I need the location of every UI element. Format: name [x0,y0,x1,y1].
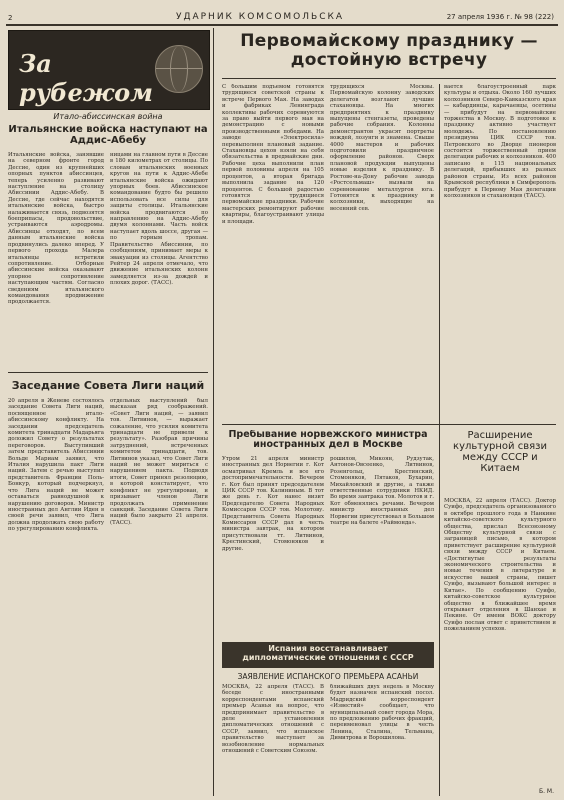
column-rule-2 [439,424,440,796]
china-note: Б. М. [538,788,554,795]
left-section-rule [8,372,208,373]
norway-article-col1: Утром 21 апреля министр иностранных дел Норвегии г. Кот осматривал Кремль и все его достопримечательности. Вечером г. Кот был принят председателем ЦИК СССР тов. Калининым. В тот же день г. Кот нанес визит Председателю Совета Народных Комиссаров СССР тов. Молотову. Представитель Совета Народных Комиссаров СССР дал в честь министра завтрак, на котором присутствовали тт. Литвинов, Крестинский, Стомоняков и другие. [222,456,324,552]
league-article-col2: отдельных выступлений был высказан ряд соображений. «Совет Лиги наций, — заявил тов. Литвинов, — выражает сожаление, что усилия комитета тринадцати не привели к результату». Разобрав причины затруднений, встреченных комитетом тринадцати, тов. Литвинов указал, что Совет Лиги наций не может мириться с нарушением пакта. Подводя итоги, Совет принял резолюцию, в которой констатирует, что конфликт не урегулирован, и призывает членов Лиги продолжать применение санкций. Заседание Совета Лиги наций было закрыто 21 апреля. (ТАСС). [110,398,208,526]
china-article: МОСКВА, 22 апреля (ТАСС). Доктор Суифо, председатель организованного в октябре прошлого года в Нанкине китайско-советского культурного общества, прислал Всесоюзному Обществу культурной связи с заграницей письмо, в котором приветствует расширение культурной связи между СССР и Китаем. «Достигнутые результаты экономического строительства и новые течения в литературе и искусстве вашей страны, пишет Суифо, вызывают большой интерес в Китае». По сообщению Суифо, китайско-советское культурное общество в ближайшее время открывает отделения в Шанхае и Пекине. От имени ВОКС доктору Суифо послан ответ с приветствием и пожеланием успехов. [444,498,556,633]
spain-article-col1: МОСКВА, 22 апреля (ТАСС). В беседе с иностранными корреспондентами испанский премьер Асанья на вопрос, что предпринимает правительство в деле установления дипломатических отношений с СССР, заявил, что испанское правительство выступает за возобновление нормальных отношений с Советским Союзом. [222,684,324,755]
abroad-logo-text: За рубежом [19,49,153,107]
spain-headline: Испания восстанавливает дипломатические отношения с СССР [242,644,414,662]
middle-rule [222,424,556,425]
main-headline-rule [222,78,556,79]
main-article-col2: трудящихся Москвы. Первомайскую колонну заводских делегатов возглавят лучшие стахановцы. На многих предприятиях к празднику выпущены стенгазеты, проведены рабочие собрания. Колонны демонстрантов украсят портреты вождей, лозунги и знамена. Свыше 4000 мастеров и рабочих подготовили праздничное оформление районов. Сверх плановой продукции выпущены новые изделия к празднику. В Ростове-на-Дону рабочие завода «Ростсельмаш» вызвали на соревнование металлургов юга. Готовятся к празднику и колхозники, выходящие на весенний сев. [330,84,434,212]
italy-article-col2: ницами на главном пути в Дессие в 180 километрах от столицы. По словам итальянских военных кругов на пути к Аддис-Абебе итальянские войска ожидают упорных боев. Абиссинское командование будто бы решило использовать все силы для защиты столицы. Итальянские войска продвигаются по направлению на Аддис-Абебу двумя колоннами. Часть войск наступает вдоль шоссе, другая — по горным тропам. Правительство Абиссинии, по сообщениям, принимает меры к эвакуации из столицы. Агентство Рейтер 24 апреля отмечало, что движение итальянских колонн замедляется из-за дождей и плохих дорог. (ТАСС). [110,152,208,287]
norway-article-col2: рошилов, Микоян, Рудзутак, Антонов-Овсеенко, Литвинов, Розенгольц, Крестинский, Стомоняков, Пятаков, Бухарин, Михайловский и другие, а также ответственные сотрудники НКИД. Во время завтрака тов. Молотов и г. Кот обменялись речами. Вечером министр иностранных дел Норвегии присутствовал в Большом театре на балете «Раймонда». [330,456,434,527]
newspaper-title: УДАРНИК КОМСОМОЛЬСКА [175,12,345,22]
column-rule-3 [439,84,440,424]
war-section-label: Итало-абиссинская война [53,112,163,121]
norway-headline: Пребывание норвежского министра иностранных дел в Москве [228,430,428,451]
china-headline: Расширение культурной связи между СССР и Китаем [453,430,547,474]
column-rule-1 [213,28,214,796]
spain-subheadline: ЗАЯВЛЕНИЕ ИСПАНСКОГО ПРЕМЬЕРА АСАНЬИ [237,672,419,681]
issue-date: 27 апреля 1936 г. № 98 (222) [446,13,554,21]
spain-headline-box [222,642,434,668]
league-article-col1: 20 апреля в Женеве состоялось заседание Совета Лиги наций, посвященное итало-абиссинскому конфликту. На заседании председатель комитета тринадцати Мадарьяга доложил Совету о результатах переговоров. Выступивший затем представитель Абиссинии Вольде Мариам заявил, что Италия нарушила пакт Лиги наций. Затем с речью выступил представитель Франции Поль-Бонкур, который подчеркнул, что Лига наций не может оставаться равнодушной к нарушению договоров. Министр иностранных дел Англии Иден в своей речи заявил, что Лига должна продолжать свою работу по урегулированию конфликта. [8,398,104,533]
spain-article-col2: ближайших двух недель в Москву будет назначен испанский посол. Мадридский корреспондент «Известий» сообщает, что муниципальный совет города Мора, по предложению рабочих фракций, переименовал улицы в честь Ленина, Сталина, Тельмана, Димитрова и Ворошилова. [330,684,434,742]
abroad-logo-box [8,30,210,110]
page-number: 2 [8,14,13,22]
header-rule [6,24,558,26]
italy-article-col1: Итальянские войска, занявшие на северном фронте город Дессие, один из крупнейших опорных пунктов абиссинцев, теперь усиленно развивают наступление на столицу Абиссинии Аддис-Абебу. В Дессие, где сейчас находятся итальянские войска, быстро налаживается связь, подвозятся боеприпасы, продовольствие, устраиваются аэродромы. Абиссинцы отходят, по всем данным итальянские войска продвинулись далеко вперед. У первого прохода Малера итальянцы встретили сопротивление. Отборные абиссинские войска оказывают упорное сопротивление наступающим частям. Согласно сведениям итальянского командования продвижение продолжается. [8,152,104,306]
italy-headline: Итальянские войска наступают на Аддис-Абебу [8,124,208,146]
main-article-col3: вается благоустроенный парк культуры и отдыха. Около 160 лучших колхозников Северо-Кавказского края — кабардинцы, карачаевцы, осетины — прибудут на первомайские торжества в Москву. В подготовке к празднику активно участвует молодежь. По постановлению президиума ЦИК СССР тов. Петровского во Дворце пионеров состоится торжественный прием делегации рабочих и колхозников. 400 записано в 115 национальных делегаций, прибывших из разных районов страны. Из всех районов Крымской республики в Симферополь прибудут к Первому Мая делегации колхозников и стахановцев (ТАСС). [444,84,556,199]
league-headline: Заседание Совета Лиги наций [11,380,205,392]
main-headline: Первомайскому празднику — достойную встречу [240,32,538,70]
main-article-col1: С большим подъемом готовятся трудящиеся советской страны к встрече Первого Мая. На заводах и фабриках Ленинграда коллективы рабочих соревнуются за право выйти первого мая на демонстрацию с новыми производственными победами. На заводе «Электросила» перевыполнен плановый задание. Стахановцы цехов взяли на себя обязательства в предмайские дни. Рабочие цеха выполнили план первой половины апреля на 105 процентов, а вторая бригада выполнила задание на 120 процентов. С большой радостью готовятся трудящиеся первомайские праздники. Рабочие мастерских ремонтируют рабочие квартиры, благоустраивают улицы и площади. [222,84,324,225]
